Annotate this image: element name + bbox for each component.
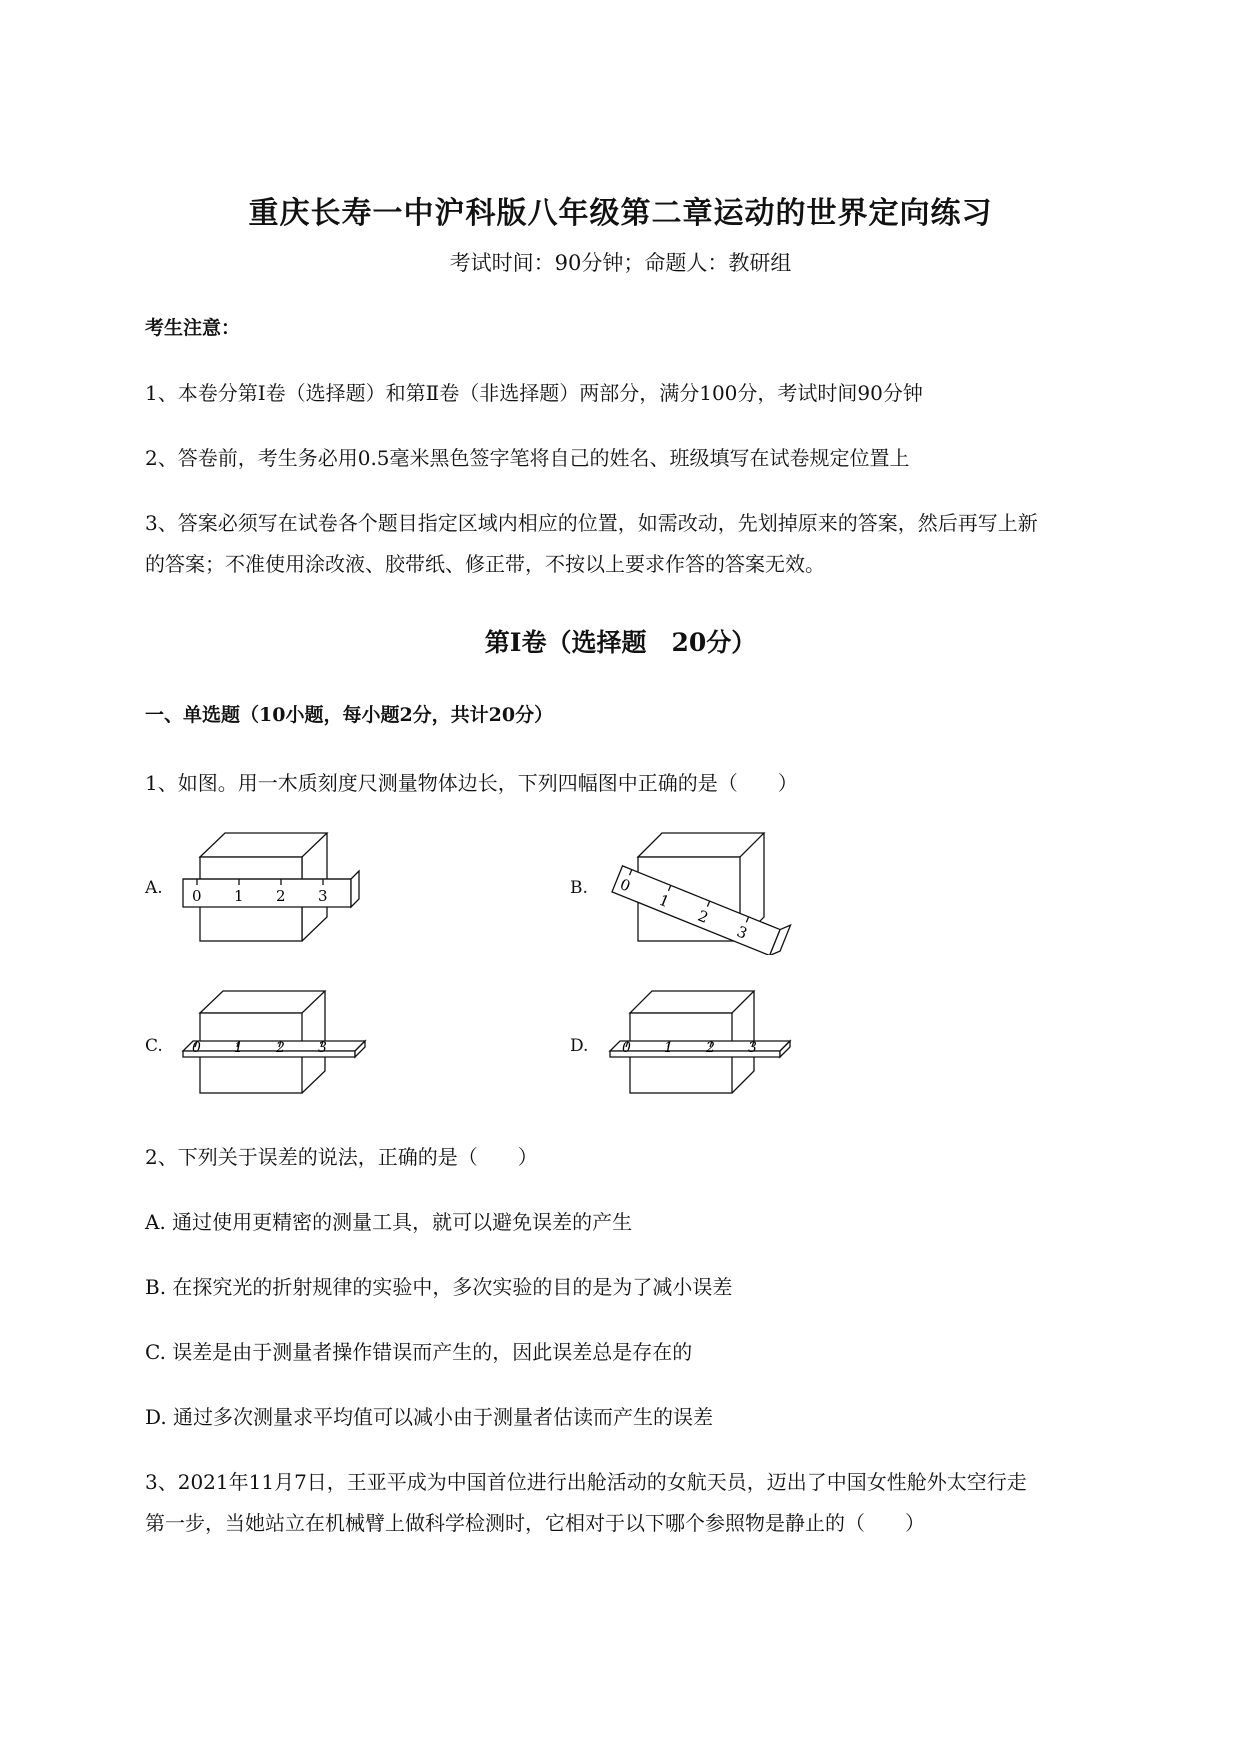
tick-label: 0 [192, 1040, 201, 1056]
question-2-stem: 2、下列关于误差的说法，正确的是（ ） [145, 1145, 538, 1169]
tick-label: 1 [234, 1040, 243, 1056]
tick-label: 0 [192, 887, 202, 905]
section-title: 第I卷（选择题 20分） [484, 628, 757, 657]
ruler-diagram-d [598, 983, 828, 1098]
notice-item: 1、本卷分第I卷（选择题）和第Ⅱ卷（非选择题）两部分，满分100分，考试时间90分钟 [145, 381, 923, 405]
figure-label: C. [145, 1036, 163, 1056]
ruler-diagram-b [598, 825, 828, 955]
tick-label: 0 [617, 875, 633, 896]
exam-info: 考试时间：90分钟；命题人：教研组 [449, 251, 792, 275]
question-2-option: A. 通过使用更精密的测量工具，就可以避免误差的产生 [145, 1210, 633, 1234]
notice-item: 的答案；不准使用涂改液、胶带纸、修正带，不按以上要求作答的答案无效。 [145, 552, 825, 576]
page-title: 重庆长寿一中沪科版八年级第二章运动的世界定向练习 [248, 196, 993, 231]
figure-label: D. [570, 1036, 589, 1056]
tick-label: 3 [318, 887, 328, 905]
question-3-stem: 第一步，当她站立在机械臂上做科学检测时，它相对于以下哪个参照物是静止的（ ） [145, 1511, 925, 1535]
notice-item: 3、答案必须写在试卷各个题目指定区域内相应的位置，如需改动，先划掉原来的答案，然后再写上新 [145, 511, 1038, 535]
figure-label: B. [570, 878, 588, 898]
tick-label: 3 [318, 1040, 327, 1056]
question-group-heading: 一、单选题（10小题，每小题2分，共计20分） [145, 704, 554, 726]
question-3-stem: 3、2021年11月7日，王亚平成为中国首位进行出舱活动的女航天员，迈出了中国女性舱外太空行走 [145, 1470, 1027, 1494]
tick-label: 2 [695, 906, 711, 927]
tick-label: 3 [734, 922, 750, 943]
notice-heading: 考生注意： [145, 317, 241, 339]
question-2-option: C. 误差是由于测量者操作错误而产生的，因此误差总是存在的 [145, 1340, 693, 1364]
ruler-diagram-a [175, 825, 405, 950]
tick-label: 0 [622, 1040, 631, 1056]
tick-label: 2 [706, 1040, 715, 1056]
tick-label: 1 [234, 887, 244, 905]
tick-label: 2 [276, 887, 286, 905]
tick-label: 3 [748, 1040, 757, 1056]
tick-label: 2 [276, 1040, 285, 1056]
question-2-option: D. 通过多次测量求平均值可以减小由于测量者估读而产生的误差 [145, 1405, 714, 1429]
question-1-stem: 1、如图。用一木质刻度尺测量物体边长，下列四幅图中正确的是（ ） [145, 771, 798, 795]
notice-item: 2、答卷前，考生务必用0.5毫米黑色签字笔将自己的姓名、班级填写在试卷规定位置上 [145, 446, 910, 470]
figure-label: A. [145, 878, 163, 898]
tick-label: 1 [664, 1040, 673, 1056]
ruler-diagram-c [175, 983, 405, 1098]
question-2-option: B. 在探究光的折射规律的实验中，多次实验的目的是为了减小误差 [145, 1275, 733, 1299]
tick-label: 1 [656, 890, 672, 912]
